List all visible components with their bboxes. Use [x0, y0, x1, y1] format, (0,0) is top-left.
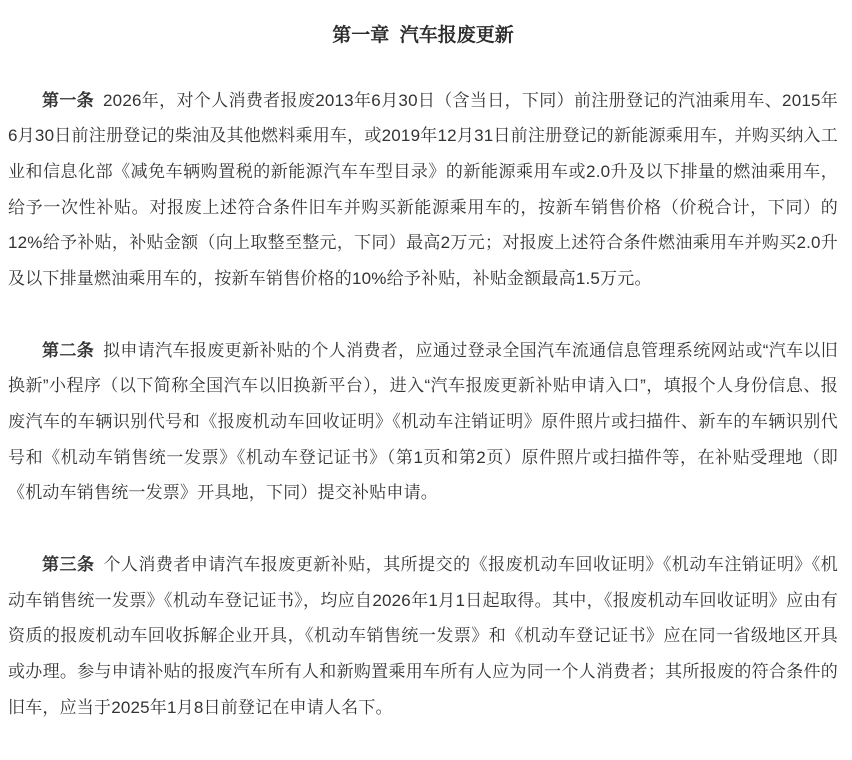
- clause-paragraph-2: [8, 333, 838, 511]
- chapter-heading: [8, 22, 838, 51]
- clause-3-number-label: 第三条: [42, 555, 95, 575]
- clause-paragraph-1: [8, 83, 838, 297]
- chapter-number: 第一章: [332, 25, 390, 46]
- clause-2-text: 拟申请汽车报废更新补贴的个人消费者，应通过登录全国汽车流通信息管理系统网站或“汽车以旧换新”小程序（以下简称全国汽车以旧换新平台），进入“汽车报废更新补贴申请入口”，填报个人身份信息、报废汽车的车辆识别代号和《报废机动车回收证明》《机动车注销证明》原件照片或扫描件、新车的车辆识别代号和《机动车销售统一发票》《机动车登记证书》（第1页和第2页）原件照片或扫描件等，在补贴受理地（即《机动车销售统一发票》开具地，下同）提交补贴申请。: [8, 340, 838, 503]
- clause-1-text: 2026年，对个人消费者报废2013年6月30日（含当日，下同）前注册登记的汽油乘用车、2015年6月30日前注册登记的柴油及其他燃料乘用车，或2019年12月31日前注册登记的新能源乘用车，并购买纳入工业和信息化部《减免车辆购置税的新能源汽车车型目录》的新能源乘用车或2.0升及以下排量的燃油乘用车，给予一次性补贴。对报废上述符合条件旧车并购买新能源乘用车的，按新车销售价格（价税合计，下同）的12%给予补贴，补贴金额（向上取整至整元，下同）最高2万元；对报废上述符合条件燃油乘用车并购买2.0升及以下排量燃油乘用车的，按新车销售价格的10%给予补贴，补贴金额最高1.5万元。: [8, 90, 838, 288]
- chapter-title: 汽车报废更新: [399, 25, 514, 46]
- clause-3-text: 个人消费者申请汽车报废更新补贴，其所提交的《报废机动车回收证明》《机动车注销证明》《机动车销售统一发票》《机动车登记证书》，均应自2026年1月1日起取得。其中，《报废机动车回收证明》应由有资质的报废机动车回收拆解企业开具，《机动车销售统一发票》和《机动车登记证书》应在同一省级地区开具或办理。参与申请补贴的报废汽车所有人和新购置乘用车所有人应为同一个人消费者；其所报废的符合条件的旧车，应当于2025年1月8日前登记在申请人名下。: [8, 555, 838, 717]
- clause-paragraph-3: [8, 547, 838, 725]
- clause-1-number-label: 第一条: [42, 90, 95, 110]
- clause-2-number-label: 第二条: [42, 340, 95, 360]
